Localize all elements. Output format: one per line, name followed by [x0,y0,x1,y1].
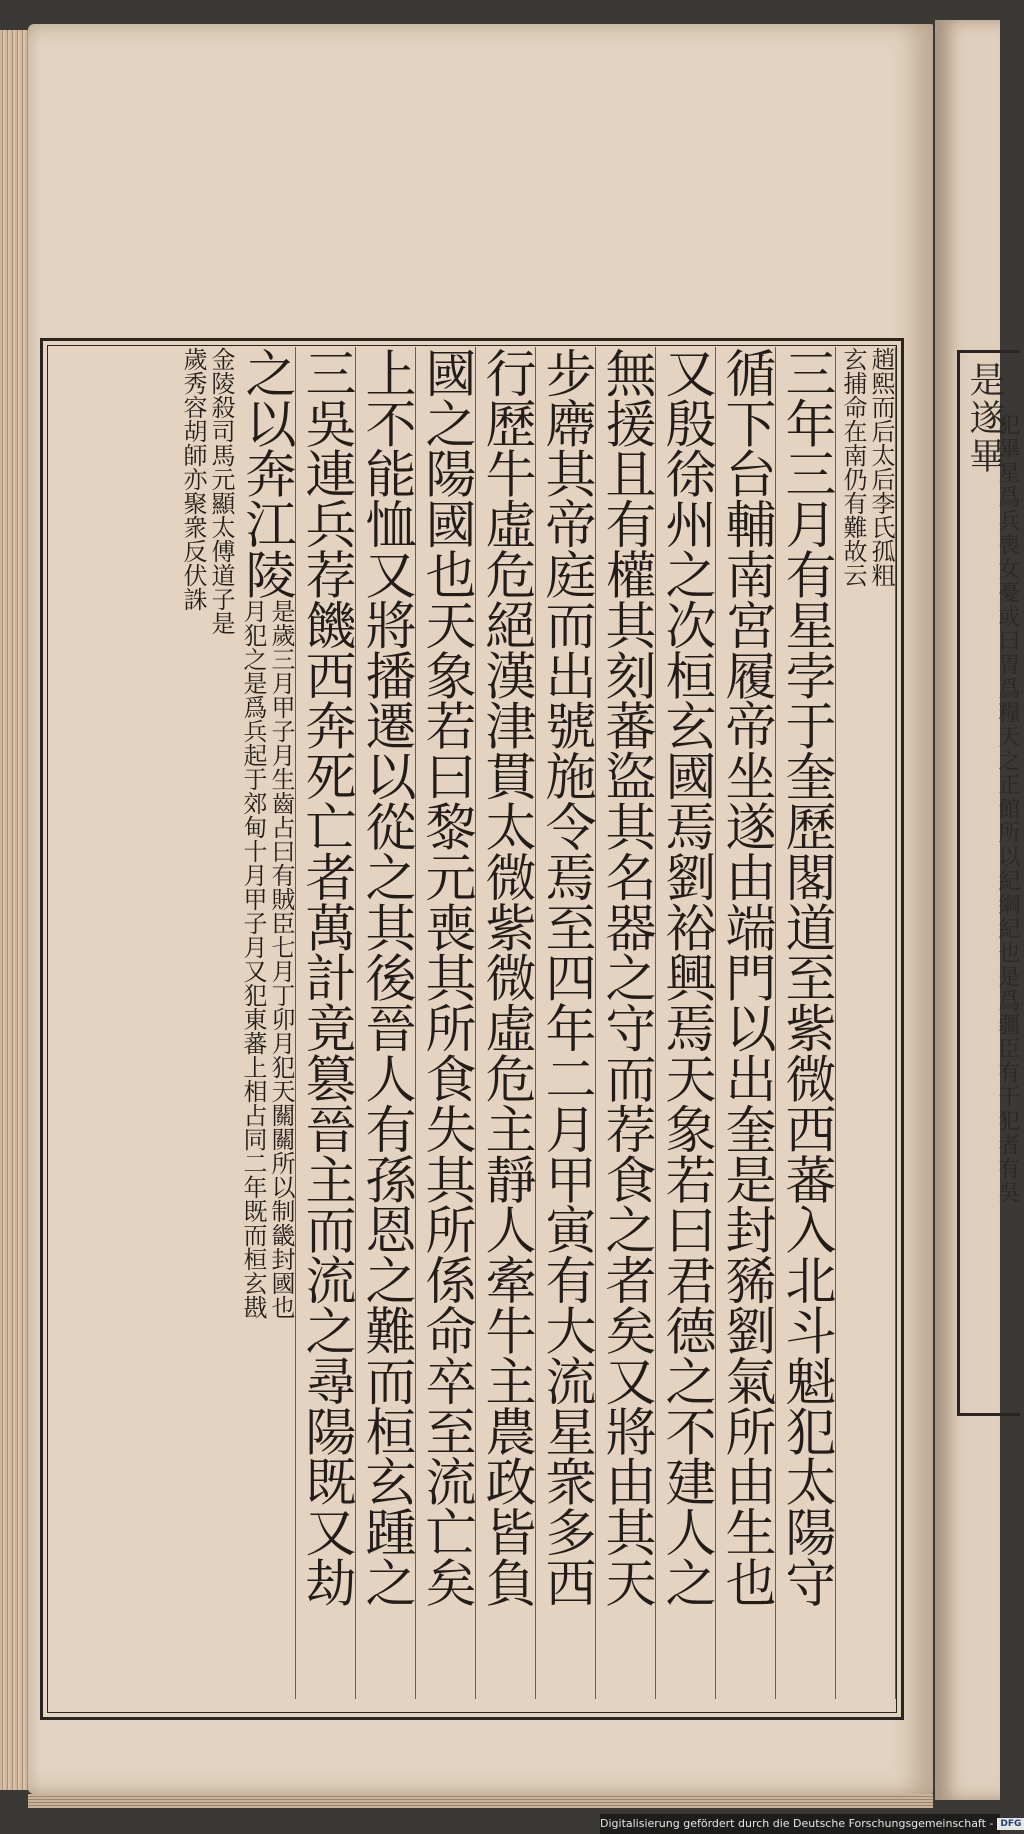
annotation-block [237,599,295,1649]
page-bottom-edges [28,1794,933,1808]
annotation-line: 歲秀容胡師亦聚衆反伏誅 [179,347,207,611]
facing-page [935,20,1020,1800]
text-column-12 [175,347,235,1699]
annotation-block [835,347,895,1687]
facing-page-small-text: 犯畢星爲兵喪女憂或曰胃爲糧天之正館所以紀綱紀也是爲疆臣有干犯者有吳 [995,413,1020,1205]
text-column-1 [835,347,896,1699]
text-column-2: 三年三月有星孛于奎歷閣道至紫微西蕃入北斗魁犯太陽守 [775,347,836,1699]
facing-page-large-text: 是遂畢 [964,361,1005,475]
text-column-6: 步廗其帝庭而出號施令焉至四年二月甲寅有大流星衆多西 [535,347,596,1699]
text-frame [40,338,904,1720]
facing-page-frame [957,350,1020,1416]
text-column-4: 又殷徐州之次桓玄國焉劉裕興焉天象若曰君德之不建人之 [655,347,716,1699]
text-column-8: 國之陽國也天象若曰黎元喪其所食失其所係命卒至流亡矣 [415,347,476,1699]
digitization-credit-bar [600,1814,1022,1834]
annotation-line: 玄捕命在南仍有難故云 [839,347,867,587]
text-column-9: 上不能恤又將播遷以從之其後晉人有孫恩之難而桓玄踵之 [355,347,416,1699]
text-column-3: 循下台輔南宮履帝坐遂由端門以出奎是封豨劉氣所由生也 [715,347,776,1699]
text-column-10: 三吳連兵荐饑西奔死亡者萬計竟篡晉主而流之尋陽既又劫 [295,347,356,1699]
main-text-segment: 之以奔江陵 [236,347,295,600]
text-column-11 [235,347,296,1699]
annotation-line: 金陵殺司馬元顯太傅道子是 [207,347,235,635]
text-column-5: 無援且有權其刻蕃盜其名器之守而荐食之者矣又將由其天 [595,347,656,1699]
annotation-line: 趙熙而后太后李氏孤粗 [867,347,895,587]
text-column-7: 行歷牛虛危絕漢津貫太微紫微虛危主靜人牽牛主農政皆負 [475,347,536,1699]
annotation-line: 是歲三月甲子月生齒占曰有賊臣七月丁卯月犯天關關所以制畿封國也 [267,599,295,1320]
dfg-logo-icon: DFG [997,1818,1024,1830]
annotation-line: 月犯之是爲兵起于郊甸十月甲子月又犯東蕃上相占同二年既而桓玄戡 [239,599,267,1320]
credit-text: Digitalisierung gefördert durch die Deutsche Forschungsgemeinschaft - [600,1817,994,1830]
annotation-block [175,347,235,1687]
